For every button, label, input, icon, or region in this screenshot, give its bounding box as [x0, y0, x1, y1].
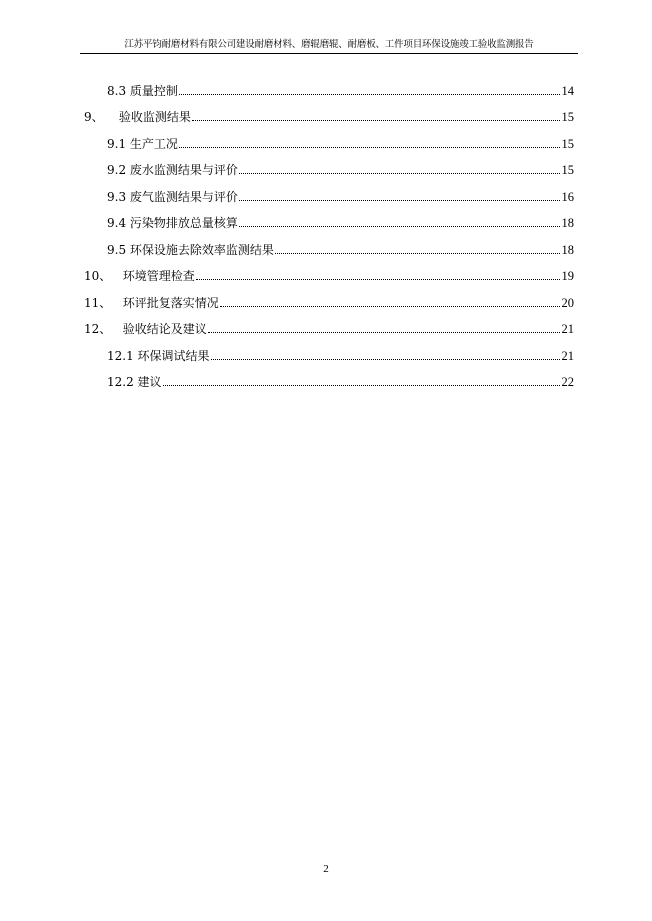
toc-entry-title: 环评批复落实情况: [122, 296, 219, 310]
toc-dot-leader: [239, 200, 560, 201]
toc-entry[interactable]: [84, 106, 574, 124]
toc-entry-title: 废水监测结果与评价: [129, 163, 238, 177]
toc-entry-page: 21: [561, 322, 574, 336]
toc-entry-page: 22: [561, 375, 574, 389]
toc-entry-number: 12.2: [107, 375, 134, 389]
running-header: 江苏平钧耐磨材料有限公司建设耐磨材料、磨辊磨辊、耐磨板、工件项目环保设施竣工验收监测报告: [80, 38, 578, 54]
toc-entry-page: 21: [561, 349, 574, 363]
toc-entry-page: 15: [561, 137, 574, 151]
toc-entry-page: 16: [561, 190, 574, 204]
page-number: 2: [323, 863, 329, 875]
toc-dot-leader: [239, 173, 560, 174]
toc-entry[interactable]: [107, 133, 574, 151]
toc-dot-leader: [163, 385, 560, 386]
toc-entry-page: 20: [561, 296, 574, 310]
toc-entry-page: 18: [561, 216, 574, 230]
toc-entry-title: 环保设施去除效率监测结果: [129, 243, 274, 257]
toc-dot-leader: [220, 306, 560, 307]
toc-entry-number: 9.1: [107, 137, 127, 151]
toc-entry-title: 质量控制: [129, 84, 178, 98]
toc-entry-number: 11、: [84, 296, 112, 310]
toc-entry-number: 12.1: [107, 349, 134, 363]
toc-entry-page: 14: [561, 84, 574, 98]
toc-entry-number: 12、: [84, 322, 112, 336]
toc-entry-title: 验收监测结果: [118, 110, 191, 124]
toc-entry-number: 9.5: [107, 243, 127, 257]
toc-entry-page: 18: [561, 243, 574, 257]
toc-dot-leader: [211, 359, 560, 360]
toc-entry-title: 验收结论及建议: [122, 322, 207, 336]
toc-entry[interactable]: [107, 239, 574, 257]
toc-entry-number: 9.3: [107, 190, 127, 204]
toc-entry-title: 生产工况: [129, 137, 178, 151]
toc-entry-number: 9.2: [107, 163, 127, 177]
toc-entry[interactable]: [84, 318, 574, 336]
toc-entry-number: 8.3: [107, 84, 127, 98]
toc-entry[interactable]: [107, 159, 574, 177]
toc-entry-number: 9.4: [107, 216, 127, 230]
toc-entry-title: 污染物排放总量核算: [129, 216, 238, 230]
toc-entry[interactable]: [107, 212, 574, 230]
toc-dot-leader: [208, 332, 560, 333]
toc-entry[interactable]: [107, 371, 574, 389]
toc-entry-title: 环境管理检查: [122, 269, 195, 283]
toc-entry-title: 建议: [137, 375, 162, 389]
toc-dot-leader: [192, 120, 560, 121]
toc-dot-leader: [275, 253, 560, 254]
toc-entry[interactable]: [84, 292, 574, 310]
toc-entry-title: 环保调试结果: [137, 349, 210, 363]
toc-entry-number: 9、: [84, 110, 104, 124]
toc-entry[interactable]: [107, 80, 574, 98]
toc-entry-number: 10、: [84, 269, 112, 283]
toc-entry-page: 15: [561, 163, 574, 177]
toc-entry-title: 废气监测结果与评价: [129, 190, 238, 204]
toc-entry-page: 19: [561, 269, 574, 283]
toc-entry[interactable]: [107, 345, 574, 363]
toc-dot-leader: [196, 279, 560, 280]
toc-entry[interactable]: [84, 265, 574, 283]
toc-dot-leader: [239, 226, 560, 227]
toc-entry-page: 15: [561, 110, 574, 124]
toc-entry[interactable]: [107, 186, 574, 204]
toc-dot-leader: [179, 147, 560, 148]
toc-dot-leader: [179, 94, 560, 95]
